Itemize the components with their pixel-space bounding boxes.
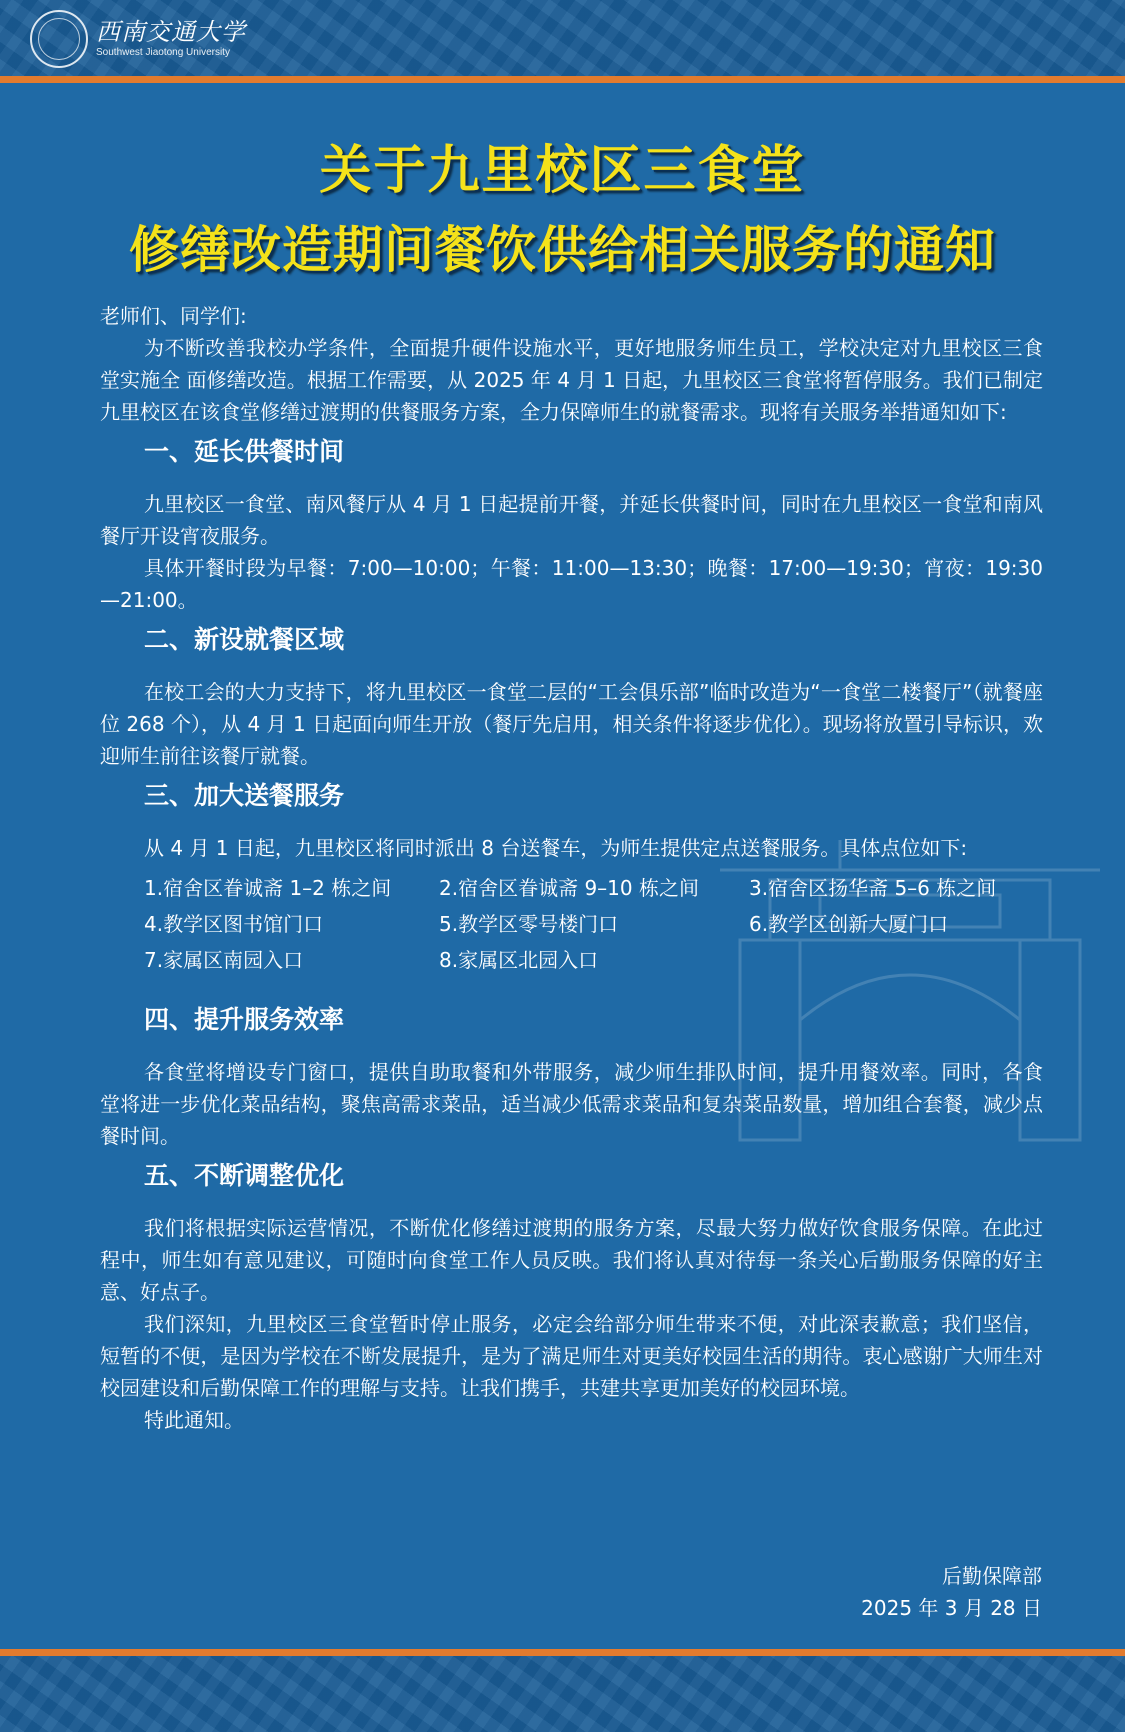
section-heading: 三、加大送餐服务: [144, 781, 345, 810]
signature-date: 2025 年 3 月 28 日: [861, 1596, 1042, 1620]
section-paragraph: 九里校区一食堂、南风餐厅从 4 月 1 日起提前开餐，并延长供餐时间，同时在九里校区一食堂和南风餐厅开设宵夜服务。: [100, 492, 1043, 548]
section-heading: 四、提升服务效率: [144, 1005, 345, 1034]
list-item: 5.教学区零号楼门口: [439, 912, 619, 936]
closing-line: 特此通知。: [144, 1408, 244, 1432]
intro-paragraph: 为不断改善我校办学条件，全面提升硬件设施水平，更好地服务师生员工，学校决定对九里校区三食堂实施全 面修缮改造。根据工作需要，从 2025 年 4 月 1 日起，九里校区三食堂将暂停服务。我们已制定九里校区在该食堂修缮过渡期的供餐服务方案，全力保障师生的就餐需求。现将有关服务举措通知如下:: [100, 336, 1043, 424]
section-heading: 二、新设就餐区域: [144, 625, 345, 654]
list-item: 4.教学区图书馆门口: [144, 912, 324, 936]
section-paragraph: 各食堂将增设专门窗口，提供自助取餐和外带服务，减少师生排队时间，提升用餐效率。同时，各食堂将进一步优化菜品结构，聚焦高需求菜品，适当减少低需求菜品和复杂菜品数量，增加组合套餐，减少点餐时间。: [100, 1060, 1043, 1148]
greeting: 老师们、同学们:: [100, 304, 247, 328]
signature-org: 后勤保障部: [942, 1564, 1042, 1588]
logo-english-name: Southwest Jiaotong University: [96, 47, 230, 58]
section-paragraph: 从 4 月 1 日起，九里校区将同时派出 8 台送餐车，为师生提供定点送餐服务。具体点位如下:: [144, 836, 968, 860]
list-item: 7.家属区南园入口: [144, 948, 304, 972]
section-paragraph: 具体开餐时段为早餐：7:00—10:00；午餐：11:00—13:30；晚餐：17:00—19:30；宵夜：19:30—21:00。: [100, 556, 1043, 612]
footer-stripe: [0, 1649, 1125, 1656]
delivery-points-list: [100, 870, 1043, 978]
list-item: 8.家属区北园入口: [439, 948, 599, 972]
university-seal-icon: [30, 10, 88, 68]
section-heading: 一、延长供餐时间: [144, 437, 345, 466]
section-paragraph: 我们将根据实际运营情况，不断优化修缮过渡期的服务方案，尽最大努力做好饮食服务保障。在此过程中，师生如有意见建议，可随时向食堂工作人员反映。我们将认真对待每一条关心后勤服务保障的好主意、好点子。: [100, 1216, 1043, 1304]
signature-block: [861, 1560, 1042, 1624]
list-item: 1.宿舍区眷诚斋 1–2 栋之间: [144, 876, 392, 900]
notice-title-line1: 关于九里校区三食堂: [319, 141, 806, 201]
university-logo: [30, 10, 246, 68]
footer-band: [0, 1656, 1125, 1732]
list-item: 2.宿舍区眷诚斋 9–10 栋之间: [439, 876, 699, 900]
list-item: 6.教学区创新大厦门口: [749, 912, 949, 936]
logo-chinese-name: 西南交通大学: [96, 18, 246, 46]
notice-title-line2: 修缮改造期间餐饮供给相关服务的通知: [129, 221, 996, 279]
list-item: 3.宿舍区扬华斋 5–6 栋之间: [749, 876, 997, 900]
section-paragraph: 在校工会的大力支持下，将九里校区一食堂二层的“工会俱乐部”临时改造为“一食堂二楼餐厅”（就餐座位 268 个），从 4 月 1 日起面向师生开放（餐厅先启用，相关条件将逐步优化）。现场将放置引导标识，欢迎师生前往该餐厅就餐。: [100, 680, 1043, 768]
header-stripe: [0, 76, 1125, 83]
section-paragraph: 我们深知，九里校区三食堂暂时停止服务，必定会给部分师生带来不便，对此深表歉意；我们坚信，短暂的不便，是因为学校在不断发展提升，是为了满足师生对更美好校园生活的期待。衷心感谢广大师生对校园建设和后勤保障工作的理解与支持。让我们携手，共建共享更加美好的校园环境。: [100, 1312, 1043, 1400]
section-heading: 五、不断调整优化: [144, 1161, 345, 1190]
notice-body: [100, 300, 1043, 1436]
